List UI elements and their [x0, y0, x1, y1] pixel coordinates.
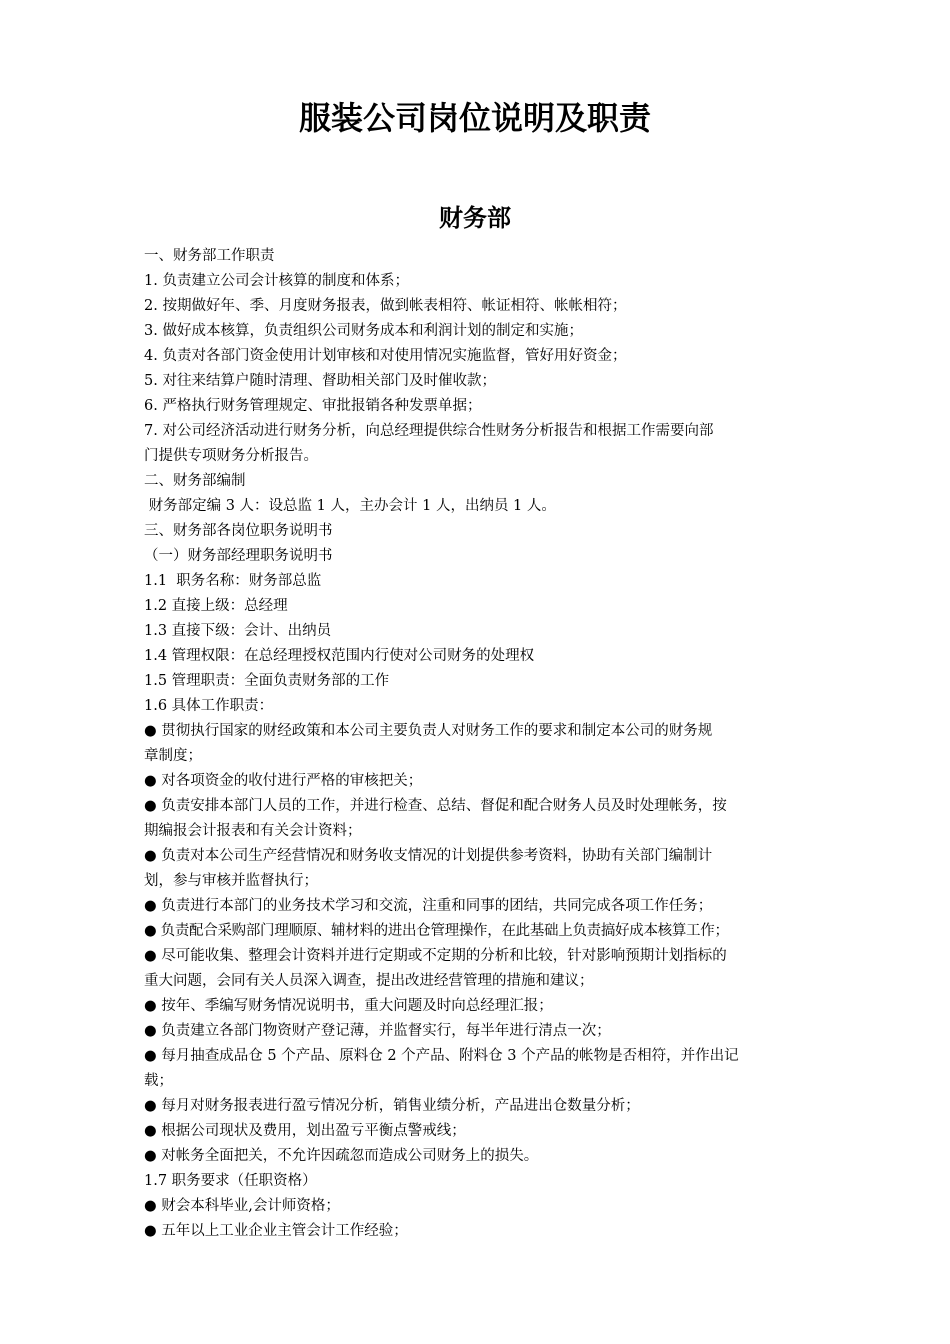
- heading-positions: 三、财务部各岗位职务说明书: [144, 523, 333, 539]
- bullet-item: ● 负责安排本部门人员的工作，并进行检查、总结、督促和配合财务人员及时处理帐务，按: [144, 798, 727, 814]
- bullet-item-continued: 划，参与审核并监督执行；: [144, 873, 318, 889]
- position-field: 1.4 管理权限：在总经理授权范围内行使对公司财务的处理权: [144, 648, 535, 664]
- duty-item: 3. 做好成本核算，负责组织公司财务成本和利润计划的制定和实施；: [144, 323, 583, 339]
- duty-item: 1. 负责建立公司会计核算的制度和体系；: [144, 273, 409, 289]
- bullet-item: ● 按年、季编写财务情况说明书，重大问题及时向总经理汇报；: [144, 998, 553, 1014]
- duty-item: 6. 严格执行财务管理规定、审批报销各种发票单据；: [144, 398, 482, 414]
- position-field: 1.7 职务要求（任职资格）: [144, 1173, 317, 1189]
- position-field: 1.3 直接下级：会计、出纳员: [144, 623, 332, 639]
- duty-item-continued: 门提供专项财务分析报告。: [144, 448, 318, 464]
- bullet-item: ● 负责进行本部门的业务技术学习和交流，注重和同事的团结，共同完成各项工作任务；: [144, 898, 713, 914]
- bullet-item: ● 五年以上工业企业主管会计工作经验；: [144, 1223, 408, 1239]
- heading-duties: 一、财务部工作职责: [144, 248, 275, 264]
- bullet-item-continued: 重大问题，会同有关人员深入调查，提出改进经营管理的措施和建议；: [144, 973, 594, 989]
- subheading-manager: （一）财务部经理职务说明书: [144, 548, 333, 564]
- bullet-item: ● 贯彻执行国家的财经政策和本公司主要负责人对财务工作的要求和制定本公司的财务规: [144, 723, 713, 739]
- bullet-item: ● 负责配合采购部门理顺原、辅材料的进出仓管理操作，在此基础上负责搞好成本核算工作；: [144, 923, 729, 939]
- bullet-item: ● 尽可能收集、整理会计资料并进行定期或不定期的分析和比较，针对影响预期计划指标的: [144, 948, 727, 964]
- heading-staffing: 二、财务部编制: [144, 473, 246, 489]
- duty-item: 4. 负责对各部门资金使用计划审核和对使用情况实施监督，管好用好资金；: [144, 348, 627, 364]
- staffing-text: 财务部定编 3 人：设总监 1 人，主办会计 1 人，出纳员 1 人。: [144, 498, 556, 514]
- position-field: 1.6 具体工作职责：: [144, 698, 274, 714]
- position-field: 1.2 直接上级：总经理: [144, 598, 288, 614]
- bullet-item: ● 根据公司现状及费用，划出盈亏平衡点警戒线；: [144, 1123, 466, 1139]
- document-body: [144, 244, 812, 1244]
- bullet-item: ● 负责对本公司生产经营情况和财务收支情况的计划提供参考资料，协助有关部门编制计: [144, 848, 713, 864]
- duty-item: 5. 对往来结算户随时清理、督助相关部门及时催收款；: [144, 373, 496, 389]
- bullet-item: ● 财会本科毕业,会计师资格；: [144, 1198, 340, 1214]
- section-title: 财务部: [439, 204, 511, 232]
- bullet-item-continued: 期编报会计报表和有关会计资料；: [144, 823, 362, 839]
- position-field: 1.5 管理职责：全面负责财务部的工作: [144, 673, 390, 689]
- bullet-item-continued: 章制度；: [144, 748, 202, 764]
- duty-item: 7. 对公司经济活动进行财务分析，向总经理提供综合性财务分析报告和根据工作需要向部: [144, 423, 714, 439]
- bullet-item: ● 每月抽查成品仓 5 个产品、原料仓 2 个产品、附料仓 3 个产品的帐物是否相符，并作出记: [144, 1048, 739, 1064]
- duty-item: 2. 按期做好年、季、月度财务报表，做到帐表相符、帐证相符、帐帐相符；: [144, 298, 627, 314]
- bullet-item: ● 对各项资金的收付进行严格的审核把关；: [144, 773, 423, 789]
- document-title: 服装公司岗位说明及职责: [298, 99, 651, 137]
- position-field: 1.1 职务名称：财务部总监: [144, 573, 322, 589]
- bullet-item: ● 负责建立各部门物资财产登记薄，并监督实行，每半年进行清点一次；: [144, 1023, 611, 1039]
- bullet-item: ● 对帐务全面把关，不允许因疏忽而造成公司财务上的损失。: [144, 1148, 539, 1164]
- bullet-item-continued: 载；: [144, 1073, 173, 1089]
- bullet-item: ● 每月对财务报表进行盈亏情况分析，销售业绩分析，产品进出仓数量分析；: [144, 1098, 640, 1114]
